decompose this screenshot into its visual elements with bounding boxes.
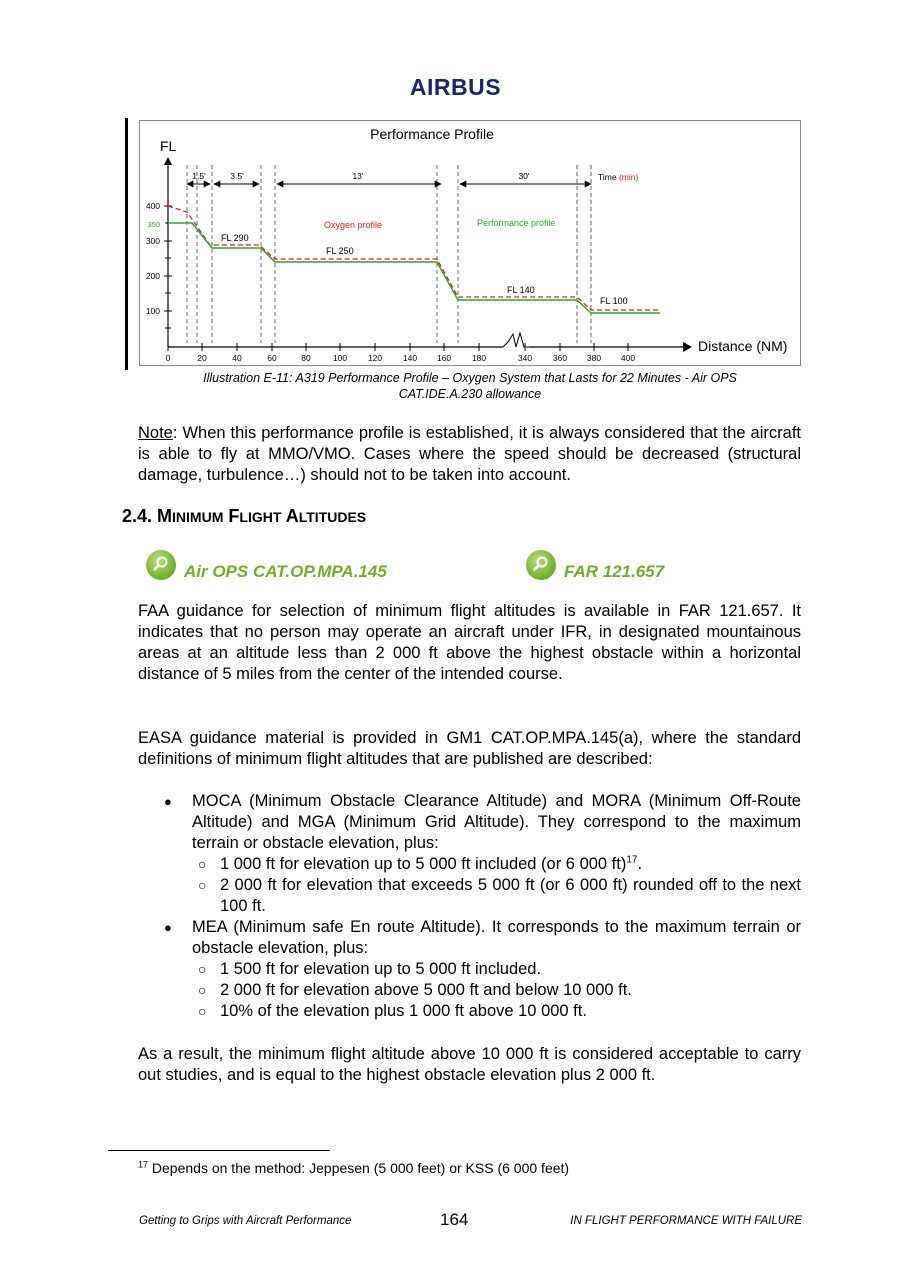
fl-axis-label: FL (160, 138, 177, 154)
sub-list-item: ○ 1 500 ft for elevation up to 5 000 ft included. (192, 959, 801, 980)
oxygen-profile-label: Oxygen profile (324, 220, 383, 230)
x-tick-label: 0 (165, 353, 171, 363)
change-bar (125, 118, 128, 370)
time-label: 30' (518, 171, 530, 181)
page-number: 164 (440, 1210, 469, 1229)
section-heading (122, 506, 366, 527)
reference-label[interactable]: Air OPS CAT.OP.MPA.145 (184, 562, 387, 581)
reference-label[interactable]: FAR 121.657 (564, 562, 665, 581)
fl-label: FL 290 (221, 233, 249, 243)
section-number: 2.4. (122, 506, 153, 526)
sub-list-item: ○ 1 000 ft for elevation up to 5 000 ft included (or 6 000 ft)$^{17}$. (192, 854, 801, 875)
note-text: : When this performance profile is established, it is always considered that the aircraft is able to fly at MMO/VMO. Cases where the speed should be decreased (structural damage, turbulence…) should not to be taken into account. (138, 424, 801, 484)
x-tick-label: 180 (471, 353, 487, 363)
x-tick-label: 380 (586, 353, 602, 363)
footnote-text: Depends on the method: Jeppesen (5 000 feet) or KSS (6 000 feet) (148, 1160, 570, 1176)
x-tick-label: 100 (332, 353, 348, 363)
list-item-text: MOCA (Minimum Obstacle Clearance Altitude) and MORA (Minimum Off-Route Altitude) and MGA (Minimum Grid Altitude). They correspond to the maximum terrain or obstacle elevation, plus: (192, 792, 801, 852)
list-item (138, 917, 801, 1022)
footer-title: Getting to Grips with Aircraft Performance (139, 1215, 352, 1227)
y-tick-label: 400 (145, 201, 160, 211)
footnote (138, 1160, 569, 1176)
fl-label: FL 100 (600, 296, 628, 306)
list-item (138, 791, 801, 917)
performance-profile-figure (139, 120, 801, 366)
magnifier-icon (526, 550, 556, 580)
x-tick-label: 40 (232, 353, 242, 363)
x-tick-label: 400 (620, 353, 636, 363)
performance-profile-diagram (140, 121, 800, 365)
magnifier-icon (146, 550, 176, 580)
x-tick-label: 120 (367, 353, 383, 363)
fl-label: FL 250 (326, 246, 354, 256)
y-tick-label: 350 (147, 220, 160, 229)
x-tick-label: 360 (552, 353, 568, 363)
y-axis-arrow (164, 157, 172, 165)
section-word: FLIGHT (228, 506, 282, 526)
time-label: 13' (352, 171, 364, 181)
time-label: 1.5' (192, 171, 206, 181)
faa-paragraph: FAA guidance for selection of minimum flight altitudes is available in FAR 121.657. It indicates that no person may operate an aircraft under IFR, in designated mountainous areas at an altitude less than 2 000 ft above the highest obstacle within a horizontal distance of 5 miles from the center of the intended course. (138, 602, 801, 683)
y-tick-label: 200 (145, 271, 160, 281)
x-tick-label: 20 (197, 353, 207, 363)
x-tick-label: 340 (517, 353, 533, 363)
sub-list-item: ○ 10% of the elevation plus 1 000 ft above 10 000 ft. (192, 1001, 801, 1022)
y-tick-label: 100 (145, 306, 160, 316)
note-paragraph (138, 423, 801, 486)
figure-caption (139, 370, 801, 402)
fl-label: FL 140 (507, 285, 535, 295)
result-paragraph: As a result, the minimum flight altitude above 10 000 ft is considered acceptable to carry out studies, and is equal to the highest obstacle elevation plus 2 000 ft. (138, 1045, 801, 1084)
sub-list-item: ○ 2 000 ft for elevation that exceeds 5 000 ft (or 6 000 ft) rounded off to the next 100 ft. (192, 875, 801, 917)
section-word: ALTITUDES (285, 506, 367, 526)
x-tick-label: 140 (402, 353, 418, 363)
footer-chapter: IN FLIGHT PERFORMANCE WITH FAILURE (570, 1215, 802, 1227)
x-tick-label: 160 (436, 353, 452, 363)
x-tick-label: 60 (267, 353, 277, 363)
x-axis-arrow (683, 342, 692, 352)
sub-list-item: ○ 2 000 ft for elevation above 5 000 ft and below 10 000 ft. (192, 980, 801, 1001)
easa-paragraph: EASA guidance material is provided in GM1 CAT.OP.MPA.145(a), where the standard definitions of minimum flight altitudes that are published are described: (138, 729, 801, 768)
reference-far[interactable] (526, 548, 664, 582)
performance-profile-label: Performance profile (477, 218, 556, 228)
note-label: Note (138, 424, 173, 442)
x-tick-label: 80 (301, 353, 311, 363)
reference-air-ops[interactable] (146, 548, 387, 582)
oxygen-profile-line (168, 206, 660, 310)
list-item-text: MEA (Minimum safe En route Altitude). It corresponds to the maximum terrain or obstacle elevation, plus: (192, 918, 801, 957)
caption-line: CAT.IDE.A.230 allowance (398, 387, 542, 401)
time-label: 3.5' (230, 171, 244, 181)
altitude-definitions-list (138, 791, 801, 1022)
time-axis-label: Time (min) (598, 172, 639, 182)
x-axis-label: Distance (NM) (698, 338, 788, 354)
footnote-divider (108, 1150, 330, 1151)
time-guides (187, 165, 591, 343)
y-tick-label: 300 (145, 236, 160, 246)
airbus-logo: AIRBUS (409, 74, 502, 100)
caption-line: Illustration E-11: A319 Performance Profile – Oxygen System that Lasts for 22 Minutes - Air OPS (203, 371, 737, 385)
footnote-ref[interactable]: 17 (626, 854, 638, 866)
footnote-number: 17 (138, 1159, 149, 1170)
section-word: MINIMUM (157, 506, 224, 526)
figure-title: Performance Profile (370, 126, 494, 142)
